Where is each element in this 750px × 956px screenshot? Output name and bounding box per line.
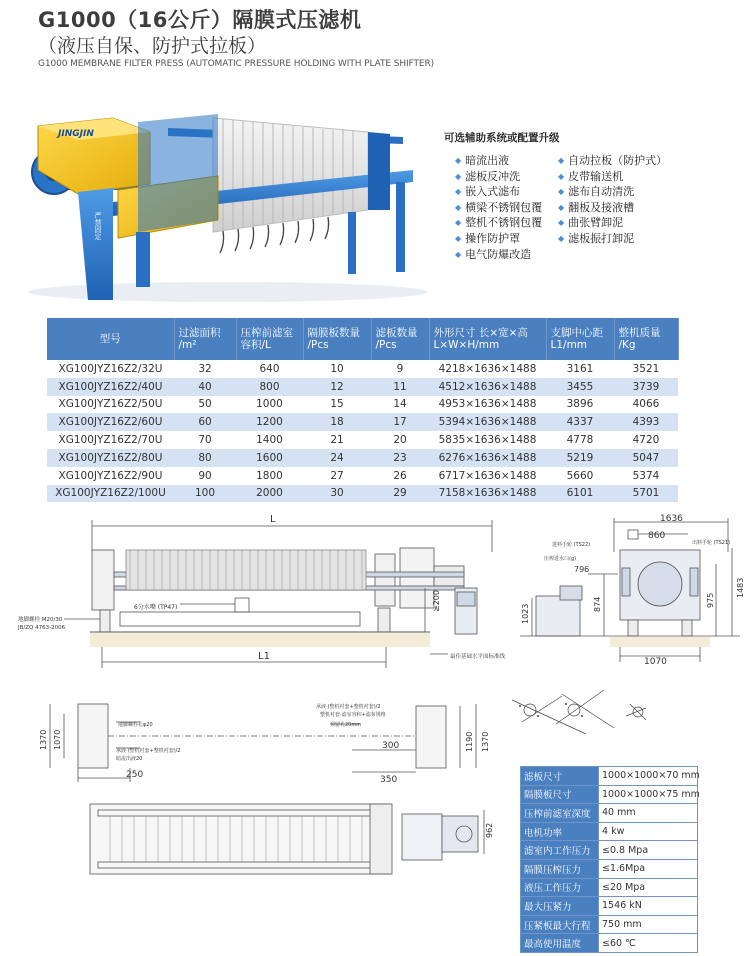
model-table-cell: 1000 — [236, 396, 303, 414]
spec-key: 隔膜板尺寸 — [521, 785, 599, 804]
option-item: ◆ 曲张臂卸泥 — [558, 216, 624, 230]
model-table-cell: 4720 — [614, 431, 678, 449]
model-table-cell: 14 — [371, 396, 429, 414]
model-table-cell: XG100JYZ16Z2/40U — [47, 378, 174, 396]
model-table-cell: 4066 — [614, 396, 678, 414]
label-press-water-inlet: 压榨进水口(g) — [544, 556, 577, 562]
model-table-row — [47, 449, 678, 467]
option-item: ◆ 皮带输送机 — [558, 169, 624, 183]
model-table-cell: 1400 — [236, 431, 303, 449]
diamond-bullet-icon: ◆ — [558, 218, 565, 228]
spec-value: 750 mm — [599, 915, 698, 934]
model-table-cell: 3161 — [546, 360, 614, 378]
plan-view-drawing — [30, 686, 500, 950]
model-table-cell: 10 — [303, 360, 371, 378]
option-item: ◆ 自动拉板（防护式） — [558, 154, 668, 167]
diamond-bullet-icon: ◆ — [455, 233, 462, 243]
model-table-cell: 4953×1636×1488 — [429, 396, 546, 414]
dim-860: 860 — [648, 531, 666, 541]
diamond-bullet-icon: ◆ — [558, 202, 565, 212]
spec-row — [521, 859, 698, 878]
spec-value: ≤60 ℃ — [599, 934, 698, 953]
label-ground-line: 最佳基础水平面标准线 — [450, 654, 506, 660]
model-table-cell: 6101 — [546, 485, 614, 503]
dim-1023: 1023 — [521, 603, 530, 624]
spec-key: 压榨前滤室深度 — [521, 804, 599, 823]
diamond-bullet-icon: ◆ — [455, 249, 462, 259]
model-table-header-cell: 型号 — [47, 318, 174, 360]
dim-1370-right: 1370 — [481, 731, 490, 752]
option-item: ◆ 操作防护罩 — [455, 231, 521, 245]
model-table-cell: 1200 — [236, 413, 303, 431]
model-table-cell: 800 — [236, 378, 303, 396]
dim-1190: 1190 — [465, 731, 474, 752]
model-table-cell: 24 — [303, 449, 371, 467]
label-bolt-2: JB/ZQ 4763-2006 — [18, 625, 66, 631]
spec-row — [521, 785, 698, 804]
label-feed-valve: 进料手轮 (TS22) — [552, 542, 591, 548]
model-table-header-cell: 外形尺寸 长×宽×高 L×W×H/mm — [429, 318, 546, 360]
model-table-cell: 3455 — [546, 378, 614, 396]
model-table-cell: 20 — [371, 431, 429, 449]
dim-300: 300 — [382, 741, 400, 751]
model-table-cell: 3739 — [614, 378, 678, 396]
option-item: ◆ 翻板及接液槽 — [558, 200, 635, 214]
option-item: ◆ 整机不锈钢包覆 — [455, 216, 543, 230]
options-list-right — [558, 153, 667, 247]
model-table-cell: 40 — [174, 378, 236, 396]
label-flow-2: 承液·(整机衬套+整机衬套)/2 — [116, 748, 181, 754]
label-dark-flow: 暗流出液20 — [116, 756, 143, 762]
detail-sketches — [508, 676, 740, 754]
model-table-cell: 5394×1636×1488 — [429, 413, 546, 431]
model-table-cell: 5374 — [614, 467, 678, 485]
technical-parameters-table — [520, 766, 698, 953]
model-table-cell: XG100JYZ16Z2/70U — [47, 431, 174, 449]
spec-key: 液压工作压力 — [521, 878, 599, 897]
dim-962: 962 — [485, 822, 494, 838]
dim-1070: 1070 — [644, 657, 667, 667]
model-table-cell: 2000 — [236, 485, 303, 503]
diamond-bullet-icon: ◆ — [455, 218, 462, 228]
model-table-cell: 3896 — [546, 396, 614, 414]
option-item: ◆ 滤板反冲洗 — [455, 169, 521, 183]
spec-row — [521, 934, 698, 953]
option-item: ◆ 横梁不锈钢包覆 — [455, 200, 543, 214]
dim-L: L — [270, 514, 276, 525]
model-table-row — [47, 360, 678, 378]
model-table-cell: 6717×1636×1488 — [429, 467, 546, 485]
dim-874: 874 — [593, 596, 602, 612]
option-item: ◆ 电气防爆改造 — [455, 247, 532, 261]
label-flow-1: 承液·(整机衬套+整机衬套)/2 — [316, 704, 381, 710]
model-table-row — [47, 396, 678, 414]
diamond-bullet-icon: ◆ — [558, 171, 565, 181]
model-table-cell: 5047 — [614, 449, 678, 467]
model-table-cell: 12 — [303, 378, 371, 396]
model-table-body — [47, 360, 678, 502]
model-table-cell: XG100JYZ16Z2/60U — [47, 413, 174, 431]
model-table-cell: 17 — [371, 413, 429, 431]
model-table-cell: 5701 — [614, 485, 678, 503]
model-table-header-cell: 隔膜板数量 /Pcs — [303, 318, 371, 360]
model-table-header-cell: 滤板数量 /Pcs — [371, 318, 429, 360]
spec-value: ≤0.8 Mpa — [599, 841, 698, 860]
model-table-cell: 27 — [303, 467, 371, 485]
model-table-cell: 26 — [371, 467, 429, 485]
spec-row — [521, 767, 698, 786]
spec-row — [521, 804, 698, 823]
brand-logo: JINGJIN — [58, 129, 94, 139]
model-table-cell: 4218×1636×1488 — [429, 360, 546, 378]
model-table-cell: 7158×1636×1488 — [429, 485, 546, 503]
option-item: ◆ 滤布自动清洗 — [558, 185, 635, 199]
spec-key: 滤板尺寸 — [521, 767, 599, 786]
spec-value: 1000×1000×75 mm — [599, 785, 698, 804]
dim-1636: 1636 — [660, 514, 683, 524]
spec-key: 压紧板最大行程 — [521, 915, 599, 934]
dim-975: 975 — [706, 592, 715, 608]
model-table-cell: 100 — [174, 485, 236, 503]
dim-1070-left: 1070 — [53, 729, 62, 750]
option-item: ◆ 滤板振打卸泥 — [558, 231, 635, 245]
spec-key: 隔膜压榨压力 — [521, 859, 599, 878]
model-table-cell: 11 — [371, 378, 429, 396]
model-table-cell: 3521 — [614, 360, 678, 378]
model-table-cell: XG100JYZ16Z2/50U — [47, 396, 174, 414]
label-inlet: 6分水嘴 (TP47) — [134, 604, 178, 611]
diamond-bullet-icon: ◆ — [558, 156, 565, 165]
spec-key: 电机功率 — [521, 822, 599, 841]
model-table-cell: 70 — [174, 431, 236, 449]
model-table-cell: 1600 — [236, 449, 303, 467]
label-bolt-1: 地脚螺栓 M20/30 — [18, 617, 63, 623]
spec-row — [521, 822, 698, 841]
model-table-cell: 4337 — [546, 413, 614, 431]
model-table-cell: 9 — [371, 360, 429, 378]
dim-1370-left: 1370 — [39, 729, 48, 750]
model-table-cell: 80 — [174, 449, 236, 467]
model-table-cell: XG100JYZ16Z2/90U — [47, 467, 174, 485]
dim-250: 250 — [126, 770, 144, 780]
dim-796: 796 — [574, 565, 590, 574]
diamond-bullet-icon: ◆ — [558, 187, 565, 197]
leg-warning-text: 严禁固定 — [94, 212, 102, 240]
model-table-cell: XG100JYZ16Z2/80U — [47, 449, 174, 467]
label-discharge-valve: 出料手轮 (TS21) — [692, 540, 731, 546]
side-elevation-drawing — [510, 512, 746, 670]
spec-value: 40 mm — [599, 804, 698, 823]
spec-row — [521, 897, 698, 916]
option-item: ◆ 暗流出液 — [455, 154, 510, 167]
model-table-cell: 90 — [174, 467, 236, 485]
spec-key: 最大压紧力 — [521, 897, 599, 916]
diamond-bullet-icon: ◆ — [455, 202, 462, 212]
spec-value: 1546 kN — [599, 897, 698, 916]
filter-press-photo — [18, 92, 418, 312]
model-table-cell: 640 — [236, 360, 303, 378]
spec-row — [521, 841, 698, 860]
model-table-header-cell: 压榨前滤室 容积/L — [236, 318, 303, 360]
model-table-cell: 15 — [303, 396, 371, 414]
page-title: G1000（16公斤）隔膜式压滤机 — [38, 8, 362, 32]
model-table-cell: XG100JYZ16Z2/100U — [47, 485, 174, 503]
model-table-cell: 18 — [303, 413, 371, 431]
dim-L1: L1 — [258, 651, 270, 662]
model-table-row — [47, 431, 678, 449]
spec-value: 4 kw — [599, 822, 698, 841]
model-table-header-cell: 过滤面积 /m² — [174, 318, 236, 360]
model-table-header-cell: 整机质量 /Kg — [614, 318, 678, 360]
model-table-cell: 5219 — [546, 449, 614, 467]
diamond-bullet-icon: ◆ — [558, 233, 565, 243]
model-table-header-cell: 支脚中心距 L1/mm — [546, 318, 614, 360]
options-list-left — [455, 153, 542, 262]
model-table-header — [47, 318, 678, 360]
model-table-cell: 4512×1636×1488 — [429, 378, 546, 396]
model-table-cell: 32 — [174, 360, 236, 378]
option-item: ◆ 嵌入式滤布 — [455, 185, 521, 199]
model-table-cell: 23 — [371, 449, 429, 467]
model-table-row — [47, 378, 678, 396]
model-table-cell: 30 — [303, 485, 371, 503]
diamond-bullet-icon: ◆ — [455, 187, 462, 197]
spec-key: 最高使用温度 — [521, 934, 599, 953]
diamond-bullet-icon: ◆ — [455, 156, 462, 165]
model-table-cell: 5835×1636×1488 — [429, 431, 546, 449]
model-table-cell: 50 — [174, 396, 236, 414]
page-subtitle: （液压自保、防护式拉板） — [38, 35, 267, 57]
model-table-cell: 4393 — [614, 413, 678, 431]
model-table-row — [47, 467, 678, 485]
model-table-cell: 6276×1636×1488 — [429, 449, 546, 467]
model-table-cell: 21 — [303, 431, 371, 449]
spec-value: ≤1.6Mpa — [599, 859, 698, 878]
model-table-cell: 60 — [174, 413, 236, 431]
dim-1483: 1483 — [736, 577, 745, 598]
spec-row — [521, 878, 698, 897]
diamond-bullet-icon: ◆ — [455, 171, 462, 181]
label-liner: 整机衬套·滤室容积+滤布规格 — [320, 712, 386, 718]
model-table-row — [47, 413, 678, 431]
label-hole: 预留孔20mm — [330, 722, 362, 728]
dim-200: ≥200 — [432, 590, 441, 612]
spec-key: 滤室内工作压力 — [521, 841, 599, 860]
english-title: G1000 MEMBRANE FILTER PRESS (AUTOMATIC PRESSURE HOLDING WITH PLATE SHIFTER) — [38, 59, 435, 69]
label-bolt-hole: 地脚螺栓孔φ20 — [118, 722, 153, 728]
model-table-cell: 29 — [371, 485, 429, 503]
front-elevation-drawing — [18, 512, 510, 684]
model-table-cell: 1800 — [236, 467, 303, 485]
dim-350: 350 — [380, 775, 398, 785]
spec-value: 1000×1000×70 mm — [599, 767, 698, 786]
model-spec-table — [47, 318, 679, 502]
model-table-row — [47, 485, 678, 503]
model-table-cell: XG100JYZ16Z2/32U — [47, 360, 174, 378]
spec-value: ≤20 Mpa — [599, 878, 698, 897]
spec-row — [521, 915, 698, 934]
model-table-cell: 4778 — [546, 431, 614, 449]
model-table-cell: 5660 — [546, 467, 614, 485]
options-title: 可选辅助系统或配置升级 — [444, 132, 560, 144]
